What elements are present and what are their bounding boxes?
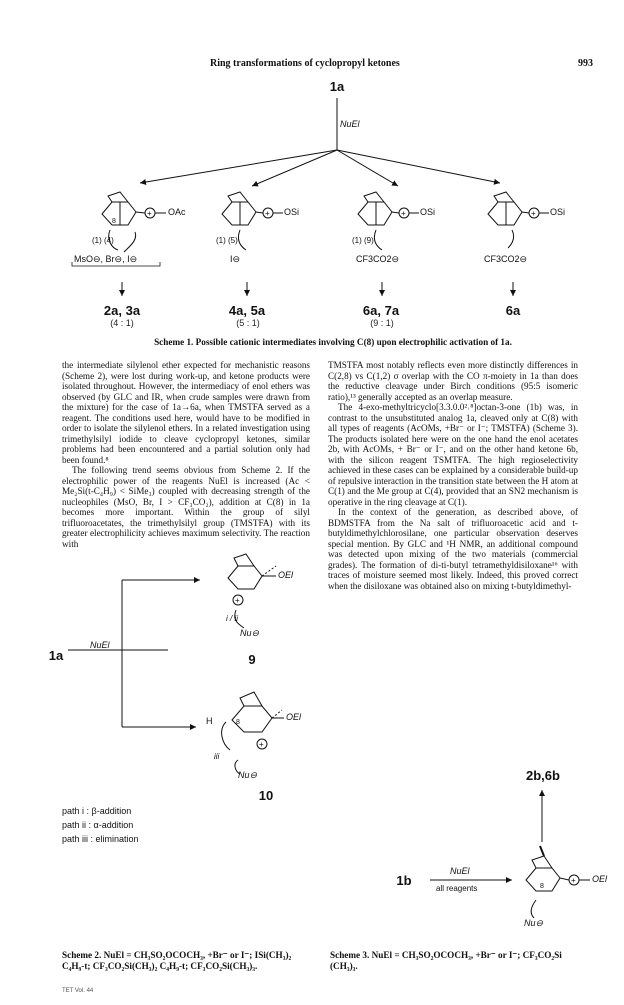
svg-text:+: + [235,596,240,605]
scheme1-top-compound: 1a [329,79,345,94]
footer-mark: TET Vol. 44 [62,988,94,994]
scheme2-upper-paths: i / ii [226,614,238,623]
scheme2-upper-nu: Nu⊖ [240,628,260,638]
scheme2-lower-path: iii [214,752,220,761]
svg-text:+: + [571,876,576,885]
svg-text:+: + [401,209,406,218]
scheme3-structure [526,846,590,918]
scheme1-nucleophile-2: I⊖ [230,254,241,264]
scheme3-caption: Scheme 3. NuEl = CH₃SO₂OCOCH₃, +Br⁻ or I⁻; CF₃CO₂Si (CH₃)₃. [330,950,562,971]
scheme3-arrows [430,790,542,880]
scheme1-products-4: 6a [505,303,521,318]
scheme1-substituent-3: OSi [420,207,436,217]
scheme1-ratio-2: (5 : 1) [236,318,260,328]
page-number: 993 [578,58,593,69]
scheme1-ratio-3: (9 : 1) [370,318,394,328]
scheme1-products-2: 4a, 5a [228,303,266,318]
running-title: Ring transformations of cyclopropyl ketones [210,58,400,69]
scheme2-upper-product: 9 [248,652,256,667]
scheme2-start: 1a [48,648,64,663]
scheme1-nucleophile-4: CF3CO2⊖ [484,254,528,264]
scheme3-substituent: OEl [592,874,608,884]
scheme1-products-3: 6a, 7a [362,303,400,318]
scheme3-products: 2b,6b [526,768,560,783]
scheme2-h-label: H [206,716,213,726]
left-paragraph-2: The following trend seems obvious from Scheme 2. If the electrophilic power of the reagents NuEl is increased (Ac < Me₂Si(t-C₄H₉) < SiMe₃) coupled with decreasing strength of the nucleophiles (MsO, Br, I > CF₃CO₂), addition at C(8) in 1a becomes more important. Within the group of silyl trifluoroacetates, the trimethylsilyl group (TMSTFA) with its greater electrophilicity achieves maximum selectivity. The reaction with [62,465,310,549]
left-column [62,360,310,549]
legend-path-ii: path ii : α-addition [62,820,134,830]
legend-path-i: path i : β-addition [62,806,132,816]
svg-text:8: 8 [112,218,116,225]
scheme1-caption: Scheme 1. Possible cationic intermediates involving C(8) upon electrophilic activation of 1a. [154,337,512,347]
scheme1-arrows [140,98,500,186]
scheme3-reagent: NuEl [450,866,470,876]
scheme1-down-arrows [122,282,513,296]
scheme3-start: 1b [396,873,412,888]
scheme2-lower-substituent: OEl [286,712,302,722]
legend-path-iii: path iii : elimination [62,834,139,844]
right-column [328,360,578,591]
right-paragraph-3: In the context of the generation, as described above, of BDMSTFA from the Na salt of trifluoroacetic acid and t-butyldimethylchlorosilane, one particular observation deserves special mention. By GLC and ¹H NMR, an additional compound was detected upon mixing of the two materials (commercial grades). The formation of di-ti-butyl tetramethyldisiloxane¹⁶ with traces of moisture seemed most likely. Indeed, this proved correct when the disiloxane was obtained also on mixing t-butyldimethyl- [328,507,578,591]
scheme1-products-1: 2a, 3a [103,303,141,318]
scheme2-reagent: NuEl [90,640,110,650]
scheme2-structure-10 [222,692,284,774]
scheme2-legend [62,804,139,846]
scheme2-arrows [68,580,200,727]
svg-text:8: 8 [540,883,544,890]
svg-text:+: + [265,209,270,218]
scheme1-substituent-1: OAc [168,207,186,217]
svg-text:+: + [531,209,536,218]
left-paragraph-1: the intermediate silylenol ether expected for mechanistic reasons (Scheme 2), were lost during work-up, and ketone products were isolated throughout. However, the intermediacy of enol ethers was observed (by GLC and IR, when crude samples were drawn from the mixture) for the case of 1a→6a, when TMSTFA served as a reagent. The conditions used here, would have to be modified in order to isolate the silylenol ethers. In a related investigation using trimethylsilyl iodide to cleave cyclopropyl ketones, similar problems had been encountered and a partial solution only had been found.⁸ [62,360,310,465]
scheme1-ratio-1: (4 : 1) [110,318,134,328]
scheme1-nucleophile-3: CF3CO2⊖ [356,254,400,264]
scheme1-substituent-2: OSi [284,207,300,217]
svg-text:+: + [259,740,264,749]
scheme1-substituent-4: OSi [550,207,566,217]
right-paragraph-2: The 4-exo-methyltricyclo[3.3.0.0²˒⁸]octan-3-one (1b) was, in contrast to the unsubstituted analog 1a, cleaved only at C(8) with all types of reagents (AcOMs, +Br⁻ or I⁻; TMSTFA) (Scheme 3). The products isolated here were on the one hand the enol acetates 2b, with AcOMs, + Br⁻ or I⁻, and on the other hand ketone 6b, with the silicon reagent TSMTFA. The high regioselectivity achieved in these cases can be explained by a considerable build-up of repulsive interaction in the transition state between the H atom at C(1) and the Me group at C(4), provided that an SN2 mechanism is operative in the ring cleavage at C(1). [328,402,578,507]
scheme1-structure-4 [488,192,549,248]
scheme1-path-labels-2: (1) (5) [216,236,238,245]
scheme1-reagent: NuEl [340,119,360,129]
scheme3-nu: Nu⊖ [524,918,544,928]
svg-text:8: 8 [236,719,240,726]
scheme2-upper-substituent: OEl [278,570,294,580]
right-paragraph-1: TMSTFA most notably reflects even more distinctly differences in C(2,8) vs C(1,2) σ overlap with the CO π-moiety in 1a than does the reductive cleavage under Birch conditions (95:5 isomeric ratio),¹³ generally accepted as an overlap measure. [328,360,578,402]
scheme2-caption: Scheme 2. NuEl = CH₃SO₂OCOCH₃, +Br⁻ or I⁻; ISi(CH₃)₂ C₄H₉-t; CF₃CO₂Si(CH₃)₂ C₄H₉-t; CF₃CO₂Si(CH₃)₃. [62,950,292,971]
scheme2-lower-product: 10 [258,788,274,803]
scheme1-path-labels-1: (1) (4) [92,236,114,245]
scheme1-nucleophile-1: MsO⊖, Br⊖, I⊖ [74,254,138,264]
scheme3-condition: all reagents [436,884,478,893]
scheme2-lower-nu: Nu⊖ [238,770,258,780]
svg-text:+: + [147,209,152,218]
scheme1-path-labels-3: (1) (9) [352,236,374,245]
